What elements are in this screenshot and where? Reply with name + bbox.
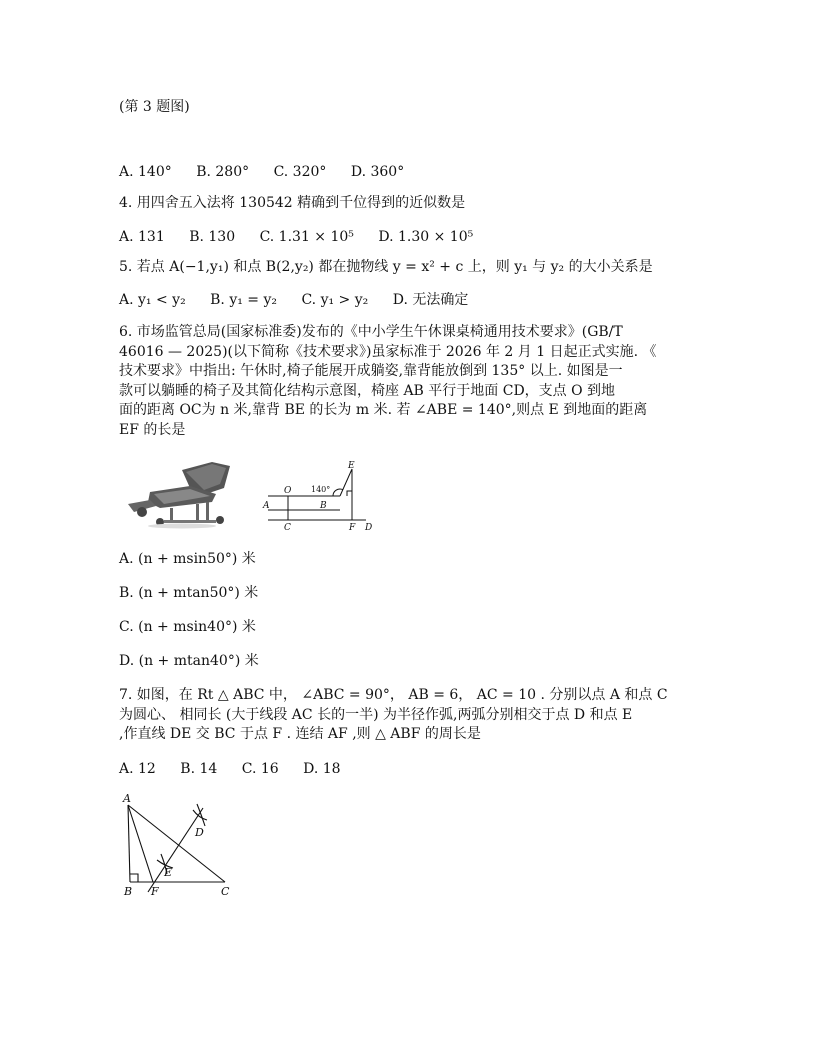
q6-option-a[interactable]: A. (n + msin50°) 米 xyxy=(119,551,256,567)
q6-diagram xyxy=(262,460,382,535)
q6-stem-line: 技术要求》中指出: 午休时,椅子能展开成躺姿,靠背能放倒到 135° 以上. 如图是一 xyxy=(119,363,623,379)
diagram-label-a: A xyxy=(263,501,270,511)
q7-stem-line: 为圆心、 相同长 (大于线段 AC 长的一半) 为半径作弧,两弧分别相交于点 D 和点 E xyxy=(119,706,633,723)
q6-stem xyxy=(119,323,709,440)
q4-option-b[interactable]: B. 130 xyxy=(189,229,236,245)
q6-option-d[interactable]: D. (n + mtan40°) 米 xyxy=(119,653,259,669)
q3-option-a[interactable]: A. 140° xyxy=(119,164,172,180)
diagram-label-c: C xyxy=(284,523,291,533)
q7-options xyxy=(119,760,361,778)
q5-option-b[interactable]: B. y₁ = y₂ xyxy=(210,292,278,308)
triangle-label-b: B xyxy=(124,885,133,898)
q4-option-a[interactable]: A. 131 xyxy=(119,229,165,245)
q7-stem-line: 7. 如图，在 Rt △ ABC 中， ∠ABC = 90°， AB = 6， AC = 10 . 分别以点 A 和点 C xyxy=(119,687,668,703)
q6-stem-line: EF 的长是 xyxy=(119,421,186,438)
segment-af xyxy=(128,805,153,882)
q7-option-b[interactable]: B. 14 xyxy=(180,761,218,777)
triangle-label-a: A xyxy=(123,792,131,805)
side-ab xyxy=(128,805,130,882)
right-angle-mark xyxy=(347,491,352,496)
q3-options xyxy=(119,163,424,181)
diagram-label-o: O xyxy=(284,486,292,496)
q4-options xyxy=(119,228,493,246)
q6-stem-line: 款可以躺睡的椅子及其简化结构示意图，椅座 AB 平行于地面 CD，支点 O 到地 xyxy=(119,382,616,399)
q4-stem: 4. 用四舍五入法将 130542 精确到千位得到的近似数是 xyxy=(119,195,466,211)
q5-stem: 5. 若点 A(−1,y₁) 和点 B(2,y₂) 都在抛物线 y = x² + c 上，则 y₁ 与 y₂ 的大小关系是 xyxy=(119,259,653,275)
q5-option-a[interactable]: A. y₁ < y₂ xyxy=(119,292,186,308)
q5-option-d[interactable]: D. 无法确定 xyxy=(392,292,469,308)
q3-option-b[interactable]: B. 280° xyxy=(196,164,250,180)
triangle-label-c: C xyxy=(221,885,230,898)
diagram-label-e: E xyxy=(348,461,355,471)
triangle-label-e: E xyxy=(164,866,173,879)
q7-option-c[interactable]: C. 16 xyxy=(241,761,279,777)
q6-stem-line: 6. 市场监管总局(国家标准委)发布的《中小学生午休课桌椅通用技术要求》(GB/T xyxy=(119,324,623,340)
q6-option-b[interactable]: B. (n + mtan50°) 米 xyxy=(119,585,259,601)
q7-triangle-diagram xyxy=(115,790,245,900)
side-ac xyxy=(128,805,225,882)
q7-stem-line: ,作直线 DE 交 BC 于点 F . 连结 AF ,则 △ ABF 的周长是 xyxy=(119,726,481,742)
chair-photo xyxy=(120,458,245,530)
triangle-label-d: D xyxy=(195,826,204,839)
q6-stem-line: 46016 — 2025)(以下简称《技术要求》)虽家标准于 2026 年 2 月 1 日起正式实施. 《 xyxy=(119,343,657,360)
triangle-label-f: F xyxy=(151,885,159,898)
be-backrest-line xyxy=(340,469,352,496)
q5-options xyxy=(119,291,488,309)
diagram-angle-label: 140° xyxy=(311,485,331,494)
q6-option-c[interactable]: C. (n + msin40°) 米 xyxy=(119,619,256,635)
diagram-label-d: D xyxy=(365,523,373,533)
diagram-label-f: F xyxy=(349,523,356,533)
q5-option-c[interactable]: C. y₁ > y₂ xyxy=(301,292,369,308)
q3-option-d[interactable]: D. 360° xyxy=(350,164,405,180)
diagram-label-b: B xyxy=(320,501,327,511)
figure-3-caption: (第 3 题图) xyxy=(119,99,190,115)
right-angle-mark xyxy=(130,874,138,882)
q6-stem-line: 面的距离 OC为 n 米,靠背 BE 的长为 m 米. 若 ∠ABE = 140°,则点 E 到地面的距离 xyxy=(119,402,648,418)
q4-option-c[interactable]: C. 1.31 × 10⁵ xyxy=(259,229,354,245)
line-df xyxy=(148,808,203,892)
q7-option-a[interactable]: A. 12 xyxy=(119,761,156,777)
q4-option-d[interactable]: D. 1.30 × 10⁵ xyxy=(378,229,474,245)
q3-option-c[interactable]: C. 320° xyxy=(273,164,327,180)
q7-option-d[interactable]: D. 18 xyxy=(303,761,341,777)
q7-stem xyxy=(119,686,709,745)
